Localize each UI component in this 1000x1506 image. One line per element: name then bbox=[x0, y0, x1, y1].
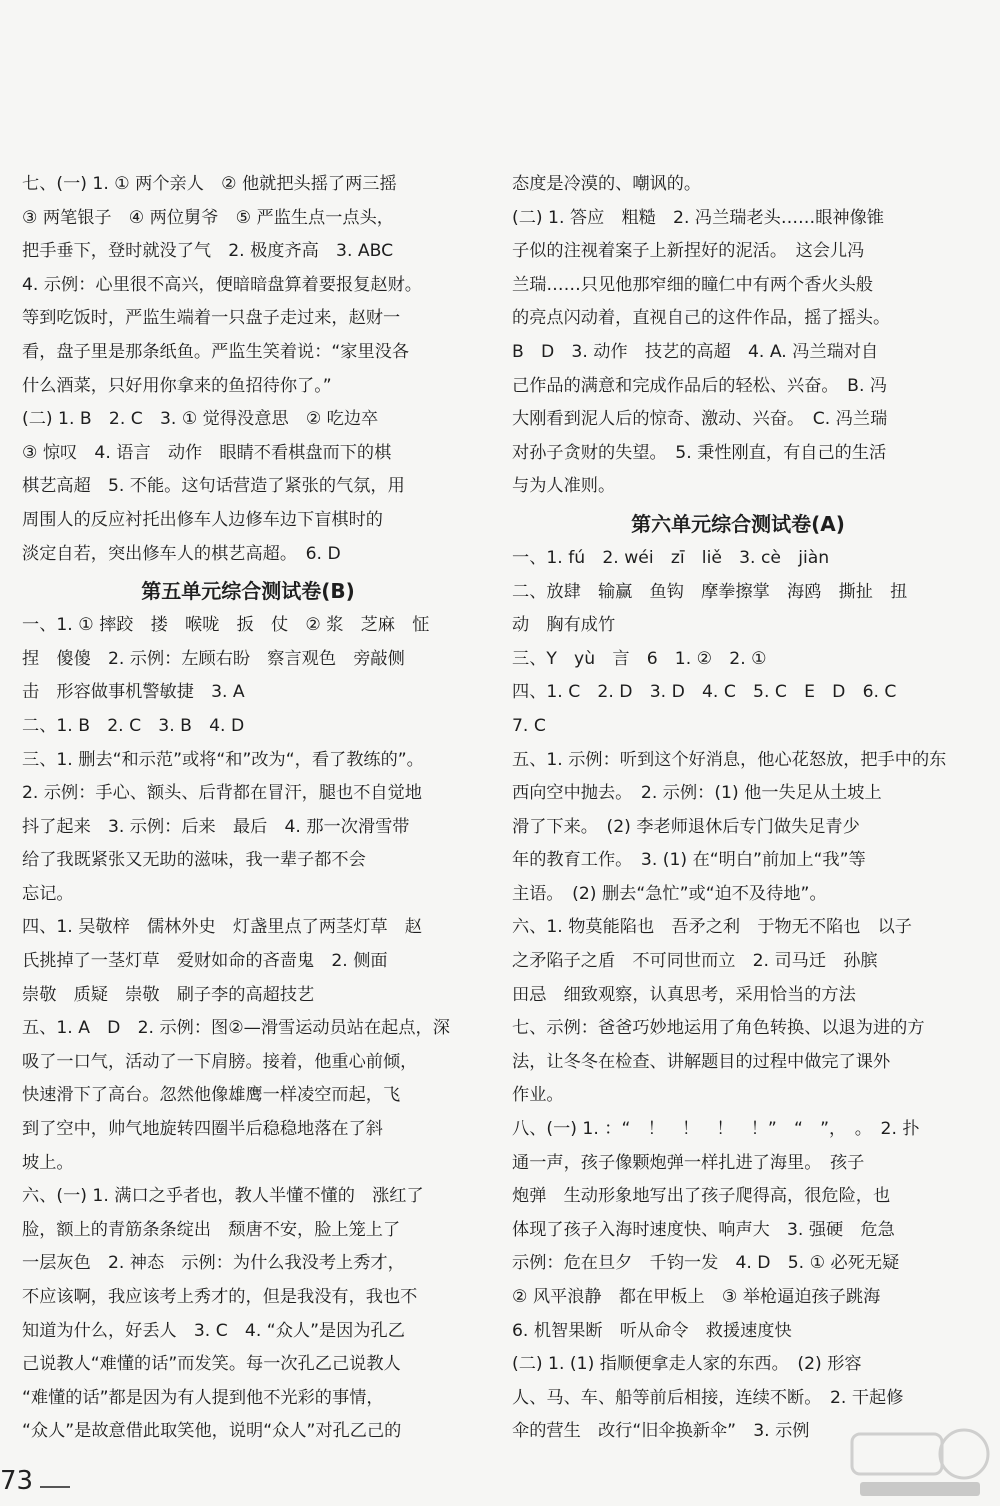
answer-line: 知道为什么，好丢人 3. C 4. “众人”是因为孔乙 bbox=[22, 1320, 405, 1341]
answer-line: 把手垂下，登时就没了气 2. 极度齐高 3. ABC bbox=[22, 241, 394, 262]
answer-line: (二) 1. 答应 粗糙 2. 冯兰瑞老头……眼神像锥 bbox=[512, 207, 884, 228]
answer-line: 示例：危在旦夕 千钧一发 4. D 5. ① 必死无疑 bbox=[512, 1253, 900, 1274]
answer-line: 淡定自若，突出修车人的棋艺高超。 6. D bbox=[22, 543, 341, 564]
answer-line: 之矛陷子之盾 不可同世而立 2. 司马迁 孙膑 bbox=[512, 951, 878, 972]
answer-line: 不应该啊，我应该考上秀才的，但是我没有，我也不 bbox=[22, 1287, 418, 1307]
answer-line: 子似的注视着案子上新捏好的泥活。 这会儿冯 bbox=[512, 241, 865, 262]
answer-line: 坡上。 bbox=[22, 1152, 74, 1173]
answer-line: 七、(一) 1. ① 两个亲人 ② 他就把头摇了两三摇 bbox=[22, 174, 397, 194]
answer-line: 7. C bbox=[512, 715, 546, 736]
answer-line: 态度是冷漠的、嘲讽的。 bbox=[512, 174, 702, 194]
answer-line: “众人”是故意借此取笑他，说明“众人”对孔乙己的 bbox=[22, 1421, 402, 1442]
section-heading: 第五单元综合测试卷(B) bbox=[141, 579, 355, 604]
answer-line: 2. 示例：手心、额头、后背都在冒汗，腿也不自觉地 bbox=[22, 783, 422, 804]
answer-line: 给了我既紧张又无助的滋味，我一辈子都不会 bbox=[22, 850, 366, 871]
answer-line: 己说教人“难懂的话”而发笑。每一次孔乙己说教人 bbox=[22, 1354, 401, 1375]
answer-line: 己作品的满意和完成作品后的轻松、兴奋。 B. 冯 bbox=[512, 375, 888, 396]
answer-line: 五、1. 示例：听到这个好消息，他心花怒放，把手中的东 bbox=[512, 749, 947, 770]
section-heading: 第六单元综合测试卷(A) bbox=[631, 511, 845, 536]
answer-line: 兰瑞……只见他那窄细的瞳仁中有两个香火头般 bbox=[512, 274, 873, 295]
answer-line: 捏 傻傻 2. 示例：左顾右盼 察言观色 旁敲侧 bbox=[22, 648, 405, 669]
answer-line: 快速滑下了高台。忽然他像雄鹰一样凌空而起，飞 bbox=[22, 1085, 401, 1106]
answer-line: (二) 1. B 2. C 3. ① 觉得没意思 ② 吃边卒 bbox=[22, 409, 379, 430]
answer-line: 六、(一) 1. 满口之乎者也，教人半懂不懂的 涨红了 bbox=[22, 1186, 424, 1207]
answer-line: 击 形容做事机警敏捷 3. A bbox=[22, 682, 245, 703]
answer-line: ② 风平浪静 都在甲板上 ③ 举枪逼迫孩子跳海 bbox=[512, 1287, 881, 1307]
answer-line: 伞的营生 改行“旧伞换新伞” 3. 示例 bbox=[512, 1421, 810, 1442]
answer-line: 通一声，孩子像颗炮弹一样扎进了海里。 孩子 bbox=[512, 1152, 865, 1173]
answer-line: 周围人的反应衬托出修车人边修车边下盲棋时的 bbox=[22, 509, 383, 530]
answer-line: 一、1. ① 摔跤 搂 喉咙 扳 仗 ② 浆 芝麻 怔 bbox=[22, 615, 430, 636]
watermark-logo bbox=[846, 1424, 996, 1502]
answer-line: 的亮点闪动着，直视自己的这件作品，摇了摇头。 bbox=[512, 308, 891, 329]
answer-line: 体现了孩子入海时速度快、响声大 3. 强硬 危急 bbox=[512, 1219, 895, 1240]
answer-line: 炮弹 生动形象地写出了孩子爬得高，很危险，也 bbox=[512, 1186, 891, 1207]
answer-line: 三、1. 删去“和示范”或将“和”改为“，看了教练的”。 bbox=[22, 749, 424, 770]
answer-line: B D 3. 动作 技艺的高超 4. A. 冯兰瑞对自 bbox=[512, 341, 879, 362]
answer-line: 作业。 bbox=[512, 1085, 564, 1106]
answer-line: 等到吃饭时，严监生端着一只盘子走过来，赵财一 bbox=[22, 308, 401, 329]
answer-line: 动 胸有成竹 bbox=[512, 615, 616, 636]
answer-line: 大刚看到泥人后的惊奇、激动、兴奋。 C. 冯兰瑞 bbox=[512, 409, 888, 430]
answer-line: 主语。 (2) 删去“急忙”或“迫不及待地”。 bbox=[512, 883, 827, 904]
answer-line: 看，盘子里是那条纸鱼。严监生笑着说：“家里没各 bbox=[22, 341, 410, 362]
answer-line: 什么酒菜，只好用你拿来的鱼招待你了。” bbox=[22, 375, 332, 396]
answer-line: “难懂的话”都是因为有人提到他不光彩的事情， bbox=[22, 1387, 384, 1408]
answer-line: 对孙子贪财的失望。 5. 秉性刚直，有自己的生活 bbox=[512, 442, 887, 463]
answer-line: 二、1. B 2. C 3. B 4. D bbox=[22, 715, 245, 736]
answer-line: 棋艺高超 5. 不能。这句话营造了紧张的气氛，用 bbox=[22, 476, 405, 497]
answer-line: 二、放肆 输赢 鱼钩 摩拳擦掌 海鸥 撕扯 扭 bbox=[512, 581, 908, 602]
answer-line: 与为人准则。 bbox=[512, 476, 616, 497]
answer-line: 忘记。 bbox=[22, 883, 74, 904]
page-number: 73 bbox=[0, 1466, 34, 1496]
right-column bbox=[512, 168, 964, 1449]
left-column bbox=[22, 168, 474, 1449]
answer-line: 七、示例：爸爸巧妙地运用了角色转换、以退为进的方 bbox=[512, 1018, 925, 1039]
answer-line: 吸了一口气，活动了一下肩膀。接着，他重心前倾， bbox=[22, 1051, 418, 1072]
answer-line: 滑了下来。 (2) 李老师退休后专门做失足青少 bbox=[512, 816, 860, 837]
answer-line: 6. 机智果断 听从命令 救援速度快 bbox=[512, 1320, 792, 1341]
answer-line: ③ 惊叹 4. 语言 动作 眼睛不看棋盘而下的棋 bbox=[22, 442, 392, 463]
answer-line: 西向空中抛去。 2. 示例：(1) 他一失足从土坡上 bbox=[512, 783, 882, 804]
answer-line: 田忌 细致观察，认真思考，采用恰当的方法 bbox=[512, 984, 856, 1005]
answer-line: 四、1. 吴敬梓 儒林外史 灯盏里点了两茎灯草 赵 bbox=[22, 917, 422, 938]
answer-line: 崇敬 质疑 崇敬 刷子李的高超技艺 bbox=[22, 984, 315, 1005]
answer-line: 一、1. fú 2. wéi zī liě 3. cè jiàn bbox=[512, 547, 830, 568]
answer-line: 法，让冬冬在检查、讲解题目的过程中做完了课外 bbox=[512, 1051, 891, 1072]
answer-line: 氏挑掉了一茎灯草 爱财如命的吝啬鬼 2. 侧面 bbox=[22, 951, 388, 972]
answer-line: 一层灰色 2. 神态 示例：为什么我没考上秀才， bbox=[22, 1253, 405, 1274]
answer-line: 抖了起来 3. 示例：后来 最后 4. 那一次滑雪带 bbox=[22, 816, 410, 837]
answer-line: ③ 两笔银子 ④ 两位舅爷 ⑤ 严监生点一点头， bbox=[22, 207, 394, 228]
answer-line: 三、Y yù 言 6 1. ② 2. ① bbox=[512, 648, 767, 669]
answer-line: 五、1. A D 2. 示例：图②—滑雪运动员站在起点，深 bbox=[22, 1018, 450, 1039]
answer-line: 4. 示例：心里很不高兴，便暗暗盘算着要报复赵财。 bbox=[22, 274, 422, 295]
answer-line: (二) 1. (1) 指顺便拿走人家的东西。 (2) 形容 bbox=[512, 1354, 862, 1375]
answer-line: 人、马、车、船等前后相接，连续不断。 2. 干起修 bbox=[512, 1387, 904, 1408]
answer-line: 脸，额上的青筋条条绽出 颓唐不安，脸上笼上了 bbox=[22, 1219, 401, 1240]
answer-line: 四、1. C 2. D 3. D 4. C 5. C E D 6. C bbox=[512, 682, 897, 703]
footer-rule bbox=[40, 1486, 70, 1488]
answer-line: 年的教育工作。 3. (1) 在“明白”前加上“我”等 bbox=[512, 850, 866, 871]
answer-line: 六、1. 物莫能陷也 吾矛之利 于物无不陷也 以子 bbox=[512, 917, 912, 938]
answer-line: 到了空中，帅气地旋转四圈半后稳稳地落在了斜 bbox=[22, 1119, 383, 1140]
answer-line: 八、(一) 1. ：“ ！ ！ ！ ！” “ ”， 。 2. 扑 bbox=[512, 1119, 920, 1140]
